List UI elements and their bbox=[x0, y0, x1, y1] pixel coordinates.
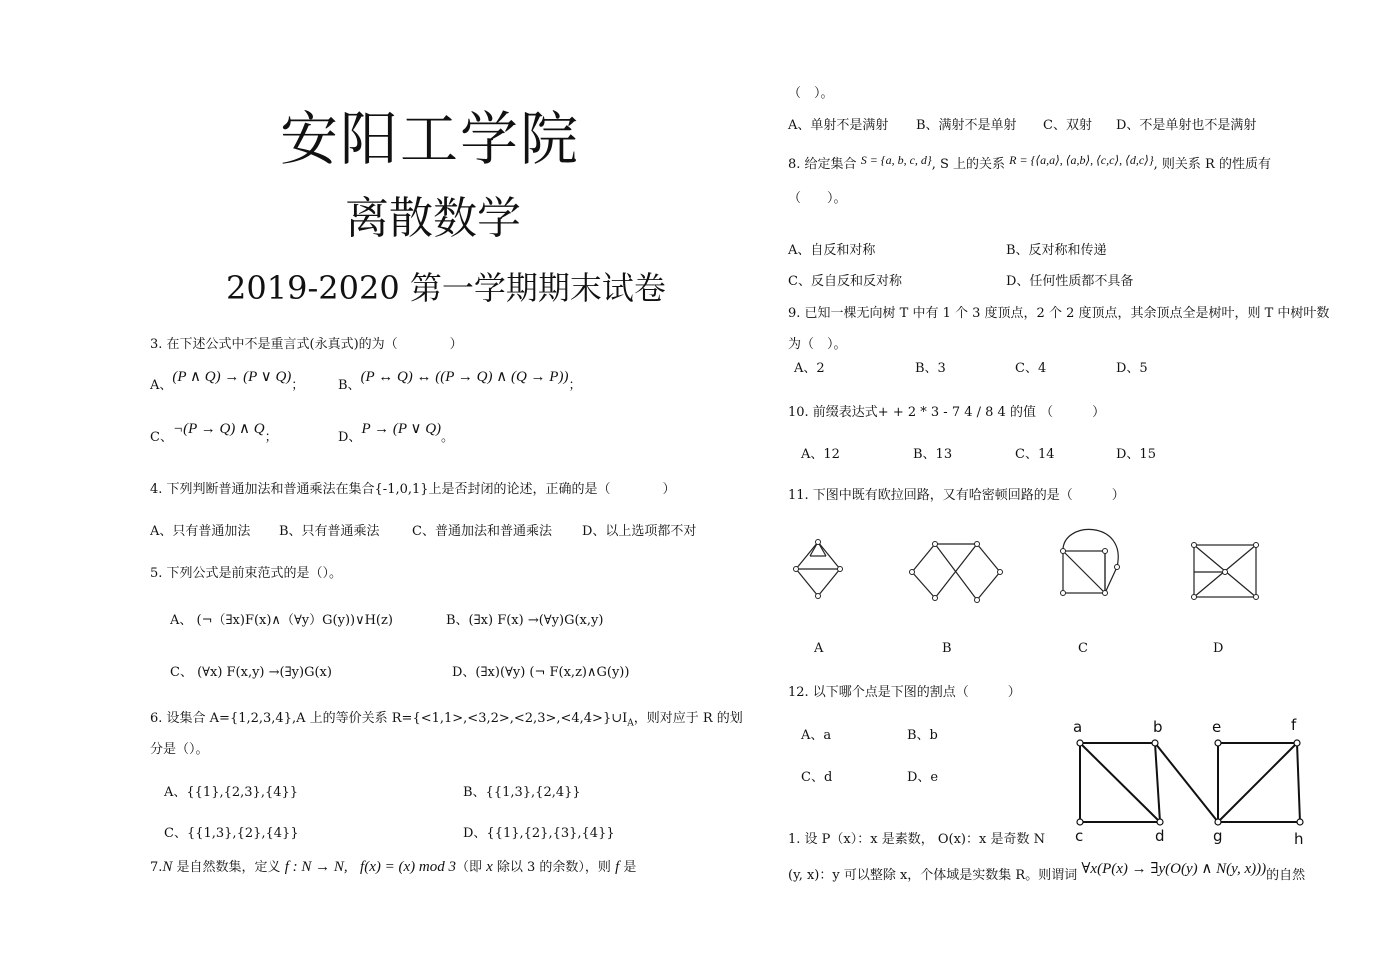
q11-stem: 11. 下图中既有欧拉回路，又有哈密顿回路的是（ ） bbox=[788, 488, 1125, 503]
q6-option-b: B、{{1,3},{2,4}} bbox=[463, 785, 581, 800]
vertex-label-h: h bbox=[1294, 830, 1304, 848]
q8-relation-r: R = {⟨a,a⟩, ⟨a,b⟩, ⟨c,c⟩, ⟨d,c⟩} bbox=[1009, 153, 1154, 167]
q3-b-formula: (P ↔ Q) ↔ ((P → Q) ∧ (Q → P)) bbox=[360, 369, 569, 385]
q3-stem: 3. 在下述公式中不是重言式(永真式)的为（ ） bbox=[150, 337, 463, 352]
fill-q1-formula: ∀x(P(x) → ∃y(O(y) ∧ N(y, x))) bbox=[1081, 861, 1267, 877]
q8-pre: 8. 给定集合 bbox=[788, 157, 857, 172]
vertex-label-e: e bbox=[1212, 718, 1222, 736]
graph-d-label: D bbox=[1213, 641, 1224, 656]
q7-option-b: B、满射不是单射 bbox=[916, 118, 1017, 133]
vertex-label-f: f bbox=[1291, 716, 1297, 734]
vertex-label-b: b bbox=[1153, 718, 1163, 736]
q8-option-a: A、自反和对称 bbox=[788, 243, 876, 258]
q10-option-c: C、14 bbox=[1015, 447, 1055, 462]
q4-stem: 4. 下列判断普通加法和普通乘法在集合{-1,0,1}上是否封闭的论述，正确的是（ ） bbox=[150, 482, 676, 497]
q8-stem-line2: （ ）。 bbox=[788, 191, 847, 206]
q4-option-d: D、以上选项都不对 bbox=[582, 524, 697, 539]
graph-b-label: B bbox=[942, 641, 952, 656]
q9-option-c: C、4 bbox=[1015, 361, 1047, 376]
school-title: 安阳工学院 bbox=[280, 105, 581, 173]
q5-option-c: C、 (∀x) F(x,y) →(∃y)G(x) bbox=[170, 665, 332, 680]
q5-option-b: B、(∃x) F(x) →(∀y)G(x,y) bbox=[446, 613, 604, 628]
vertex-label-c: c bbox=[1075, 827, 1084, 845]
q8-option-c: C、反自反和反对称 bbox=[788, 274, 902, 289]
q3-c-label: C、 bbox=[150, 430, 173, 445]
q12-option-a: A、a bbox=[801, 728, 832, 743]
q3-c-formula: ¬(P → Q) ∧ Q bbox=[172, 421, 265, 437]
q9-option-d: D、5 bbox=[1116, 361, 1148, 376]
q9-stem-line1: 9. 已知一棵无向树 T 中有 1 个 3 度顶点，2 个 2 度顶点，其余顶点全是树叶，则 T 中树叶数 bbox=[788, 306, 1330, 321]
q7-f: f bbox=[615, 859, 620, 875]
vertex-label-d: d bbox=[1155, 827, 1165, 845]
graph-c-label: C bbox=[1078, 641, 1088, 656]
q7-text1: 是自然数集，定义 bbox=[172, 860, 285, 875]
q6-stem-text: 6. 设集合 A={1,2,3,4},A 上的等价关系 R={<1,1>,<3,2>,<2,3>,<4,4>}∪I bbox=[150, 711, 628, 726]
graph-a-label: A bbox=[814, 641, 824, 656]
fill-q1-line1: 1. 设 P（x）：x 是素数， O(x)：x 是奇数 N bbox=[788, 832, 1045, 847]
q6-stem-subscript: A bbox=[627, 718, 634, 729]
q4-option-b: B、只有普通乘法 bbox=[279, 524, 380, 539]
q4-option-c: C、普通加法和普通乘法 bbox=[412, 524, 552, 539]
q10-option-a: A、12 bbox=[801, 447, 840, 462]
q9-option-b: B、3 bbox=[915, 361, 946, 376]
q8-post: , 则关系 R 的性质有 bbox=[1153, 157, 1271, 172]
q8-option-b: B、反对称和传递 bbox=[1006, 243, 1107, 258]
q7-text4: 是 bbox=[619, 860, 637, 875]
vertex-label-g: g bbox=[1213, 827, 1223, 845]
q6-option-d: D、{{1},{2},{3},{4}} bbox=[463, 826, 615, 841]
exam-term-title: 2019-2020 第一学期期末试卷 bbox=[226, 269, 666, 307]
q7-text2: （即 bbox=[455, 860, 487, 875]
q10-option-d: D、15 bbox=[1116, 447, 1156, 462]
q7-f-def: f : N → N, bbox=[284, 859, 348, 875]
q7-x: x bbox=[486, 859, 493, 875]
q3-b-end: ； bbox=[568, 378, 582, 393]
q12-option-b: B、b bbox=[907, 728, 938, 743]
q7-continuation: （ ）。 bbox=[788, 86, 834, 101]
q6-stem-end: ，则对应于 R 的划 bbox=[633, 711, 743, 726]
q3-d-formula: P → (P ∨ Q) bbox=[361, 421, 442, 437]
q6-option-a: A、{{1},{2,3},{4}} bbox=[164, 785, 299, 800]
q8-set-s: S = {a, b, c, d} bbox=[860, 153, 932, 167]
q7-option-a: A、单射不是满射 bbox=[788, 118, 889, 133]
q3-a-label: A、 bbox=[150, 378, 173, 393]
q7-option-c: C、双射 bbox=[1043, 118, 1092, 133]
q8-mid: , S 上的关系 bbox=[931, 157, 1006, 172]
q3-d-end: 。 bbox=[441, 430, 455, 445]
q5-option-d: D、(∃x)(∀y) (¬ F(x,z)∧G(y)) bbox=[452, 665, 630, 680]
q7-n: N bbox=[162, 859, 173, 875]
fill-q1-line2 bbox=[788, 861, 1306, 884]
q9-stem-line2: 为（ ）。 bbox=[788, 337, 847, 352]
vertex-label-a: a bbox=[1073, 718, 1083, 736]
q7-text3: 除以 3 的余数），则 bbox=[492, 860, 616, 875]
q8-option-d: D、任何性质都不具备 bbox=[1006, 274, 1134, 289]
q10-option-b: B、13 bbox=[913, 447, 953, 462]
q3-a-end: ； bbox=[291, 378, 305, 393]
q7-f-value: f(x) = (x) mod 3 bbox=[360, 859, 456, 875]
q9-option-a: A、2 bbox=[794, 361, 825, 376]
q5-option-a: A、 (¬（∃x)F(x)∧（∀y）G(y))∨H(z) bbox=[170, 613, 393, 628]
q6-option-c: C、{{1,3},{2},{4}} bbox=[164, 826, 299, 841]
q7-option-d: D、不是单射也不是满射 bbox=[1116, 118, 1257, 133]
q7-num: 7. bbox=[150, 860, 163, 875]
q3-d-label: D、 bbox=[338, 430, 362, 445]
q3-a-formula: (P ∧ Q) → (P ∨ Q) bbox=[172, 369, 292, 385]
q5-stem: 5. 下列公式是前束范式的是（）。 bbox=[150, 566, 343, 581]
q3-c-end: ； bbox=[264, 430, 278, 445]
q10-stem: 10. 前缀表达式+ + 2 * 3 - 7 4 / 8 4 的值 （ ） bbox=[788, 405, 1106, 420]
course-title: 离散数学 bbox=[345, 193, 521, 244]
q12-option-d: D、e bbox=[907, 770, 939, 785]
fill-q1-text: (y, x)：y 可以整除 x，个体域是实数集 R。则谓词 bbox=[788, 868, 1078, 883]
q3-b-label: B、 bbox=[338, 378, 361, 393]
q6-stem-line2: 分是（）。 bbox=[150, 742, 209, 757]
fill-q1-end: 的自然 bbox=[1266, 868, 1306, 883]
q4-option-a: A、只有普通加法 bbox=[150, 524, 251, 539]
q12-option-c: C、d bbox=[801, 770, 833, 785]
q12-stem: 12. 以下哪个点是下图的割点（ ） bbox=[788, 685, 1021, 700]
